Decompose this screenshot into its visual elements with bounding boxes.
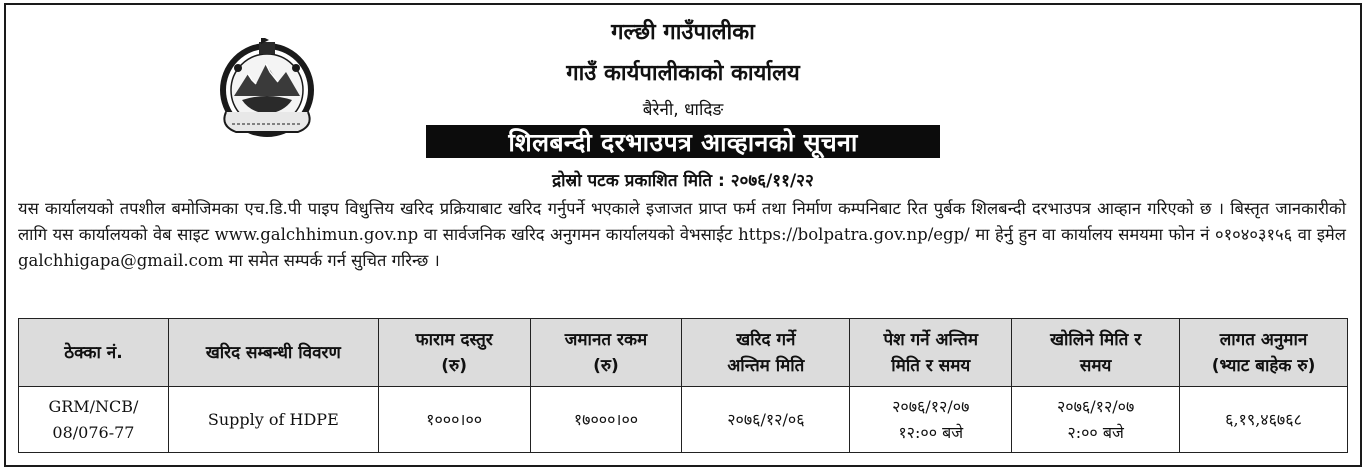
header-description	[168, 319, 378, 387]
publication-date: द्रोस्रो पटक प्रकाशित मिति : २०७६/११/२२	[552, 171, 814, 191]
cell-line: १०००।००	[426, 409, 483, 429]
header-line: मिति र समय	[891, 355, 971, 376]
tender-table	[18, 318, 1348, 453]
cell-line: १७०००।००	[573, 409, 639, 429]
cell-line: २०७६/१२/०६	[727, 409, 805, 429]
cell-line: 08/076-77	[52, 422, 135, 442]
header-form-fee	[378, 319, 530, 387]
cell-line: GRM/NCB/	[48, 396, 139, 416]
nepal-emblem-icon	[212, 38, 322, 140]
header-line: समय	[1079, 355, 1112, 376]
cell-description	[168, 387, 378, 453]
header-line: (रु)	[441, 355, 467, 376]
cell-line: २०७६/१२/०७	[892, 396, 970, 416]
header-line: खोलिने मिति र	[1050, 329, 1142, 350]
notice-title-banner	[426, 125, 940, 158]
cell-contract-no	[19, 387, 169, 453]
header-bid-security	[530, 319, 682, 387]
header-line: (भ्याट बाहेक रु)	[1211, 355, 1316, 376]
cell-line: Supply of HDPE	[207, 409, 339, 429]
cell-opening-date	[1012, 387, 1180, 453]
cell-purchase-deadline	[682, 387, 850, 453]
header-line: लागत अनुमान	[1219, 329, 1308, 350]
header-line: ठेक्का नं.	[64, 342, 123, 363]
header-line: जमानत रकम	[564, 329, 648, 350]
header-line: (रु)	[593, 355, 619, 376]
cell-bid-security	[530, 387, 682, 453]
cell-line: २:०० बजे	[1067, 422, 1124, 442]
office-location: बैरेनी, धादिङ	[642, 100, 724, 120]
cell-line: ६,१९,४६७६८	[1225, 409, 1302, 429]
header-contract-no	[19, 319, 169, 387]
header-line: अन्तिम मिति	[727, 355, 805, 376]
cell-line: १२:०० बजे	[898, 422, 964, 442]
organization-name: गल्छी गाउँपालीका	[611, 20, 755, 45]
cell-cost-estimate	[1180, 387, 1348, 453]
cell-line: २०७६/१२/०७	[1056, 396, 1135, 416]
header-line: खरिद गर्ने	[736, 329, 796, 350]
header-cost-estimate	[1180, 319, 1348, 387]
cell-form-fee	[378, 387, 530, 453]
header-line: खरिद सम्बन्धी विवरण	[205, 342, 341, 363]
office-name: गाउँ कार्यपालीकाको कार्यालय	[566, 61, 800, 86]
header-purchase-deadline	[682, 319, 850, 387]
header-line: पेश गर्ने अन्तिम	[883, 329, 979, 350]
header-submission-deadline	[850, 319, 1012, 387]
notice-title: शिलबन्दी दरभाउपत्र आव्हानको सूचना	[508, 127, 858, 157]
cell-submission-deadline	[850, 387, 1012, 453]
table-header-row	[19, 319, 1348, 387]
header-opening-date	[1012, 319, 1180, 387]
header-line: फाराम दस्तुर	[415, 329, 493, 350]
notice-body-text: यस कार्यालयको तपशील बमोजिमका एच.डि.पी पाइप विधुत्तिय खरिद प्रक्रियाबाट खरिद गर्नुपर्ने भएकाले इजाजत प्राप्त फर्म तथा निर्माण कम्पनिबाट रित पुर्बक शिलबन्दी दरभाउपत्र आव्हान गरिएको छ । बिस्तृत जानकारीको लागि यस कार्यालयको वेब साइट www.galchhimun.gov.np वा सार्वजनिक खरिद अनुगमन कार्यालयको वेभसाईट https://bolpatra.gov.np/egp/ मा हेर्नु हुन वा कार्यालय समयमा फोन नं ०१०४०३१५६ वा इमेल galchhigapa@gmail.com मा समेत सम्पर्क गर्न सुचित गरिन्छ ।	[18, 199, 1346, 270]
table-row	[19, 387, 1348, 453]
